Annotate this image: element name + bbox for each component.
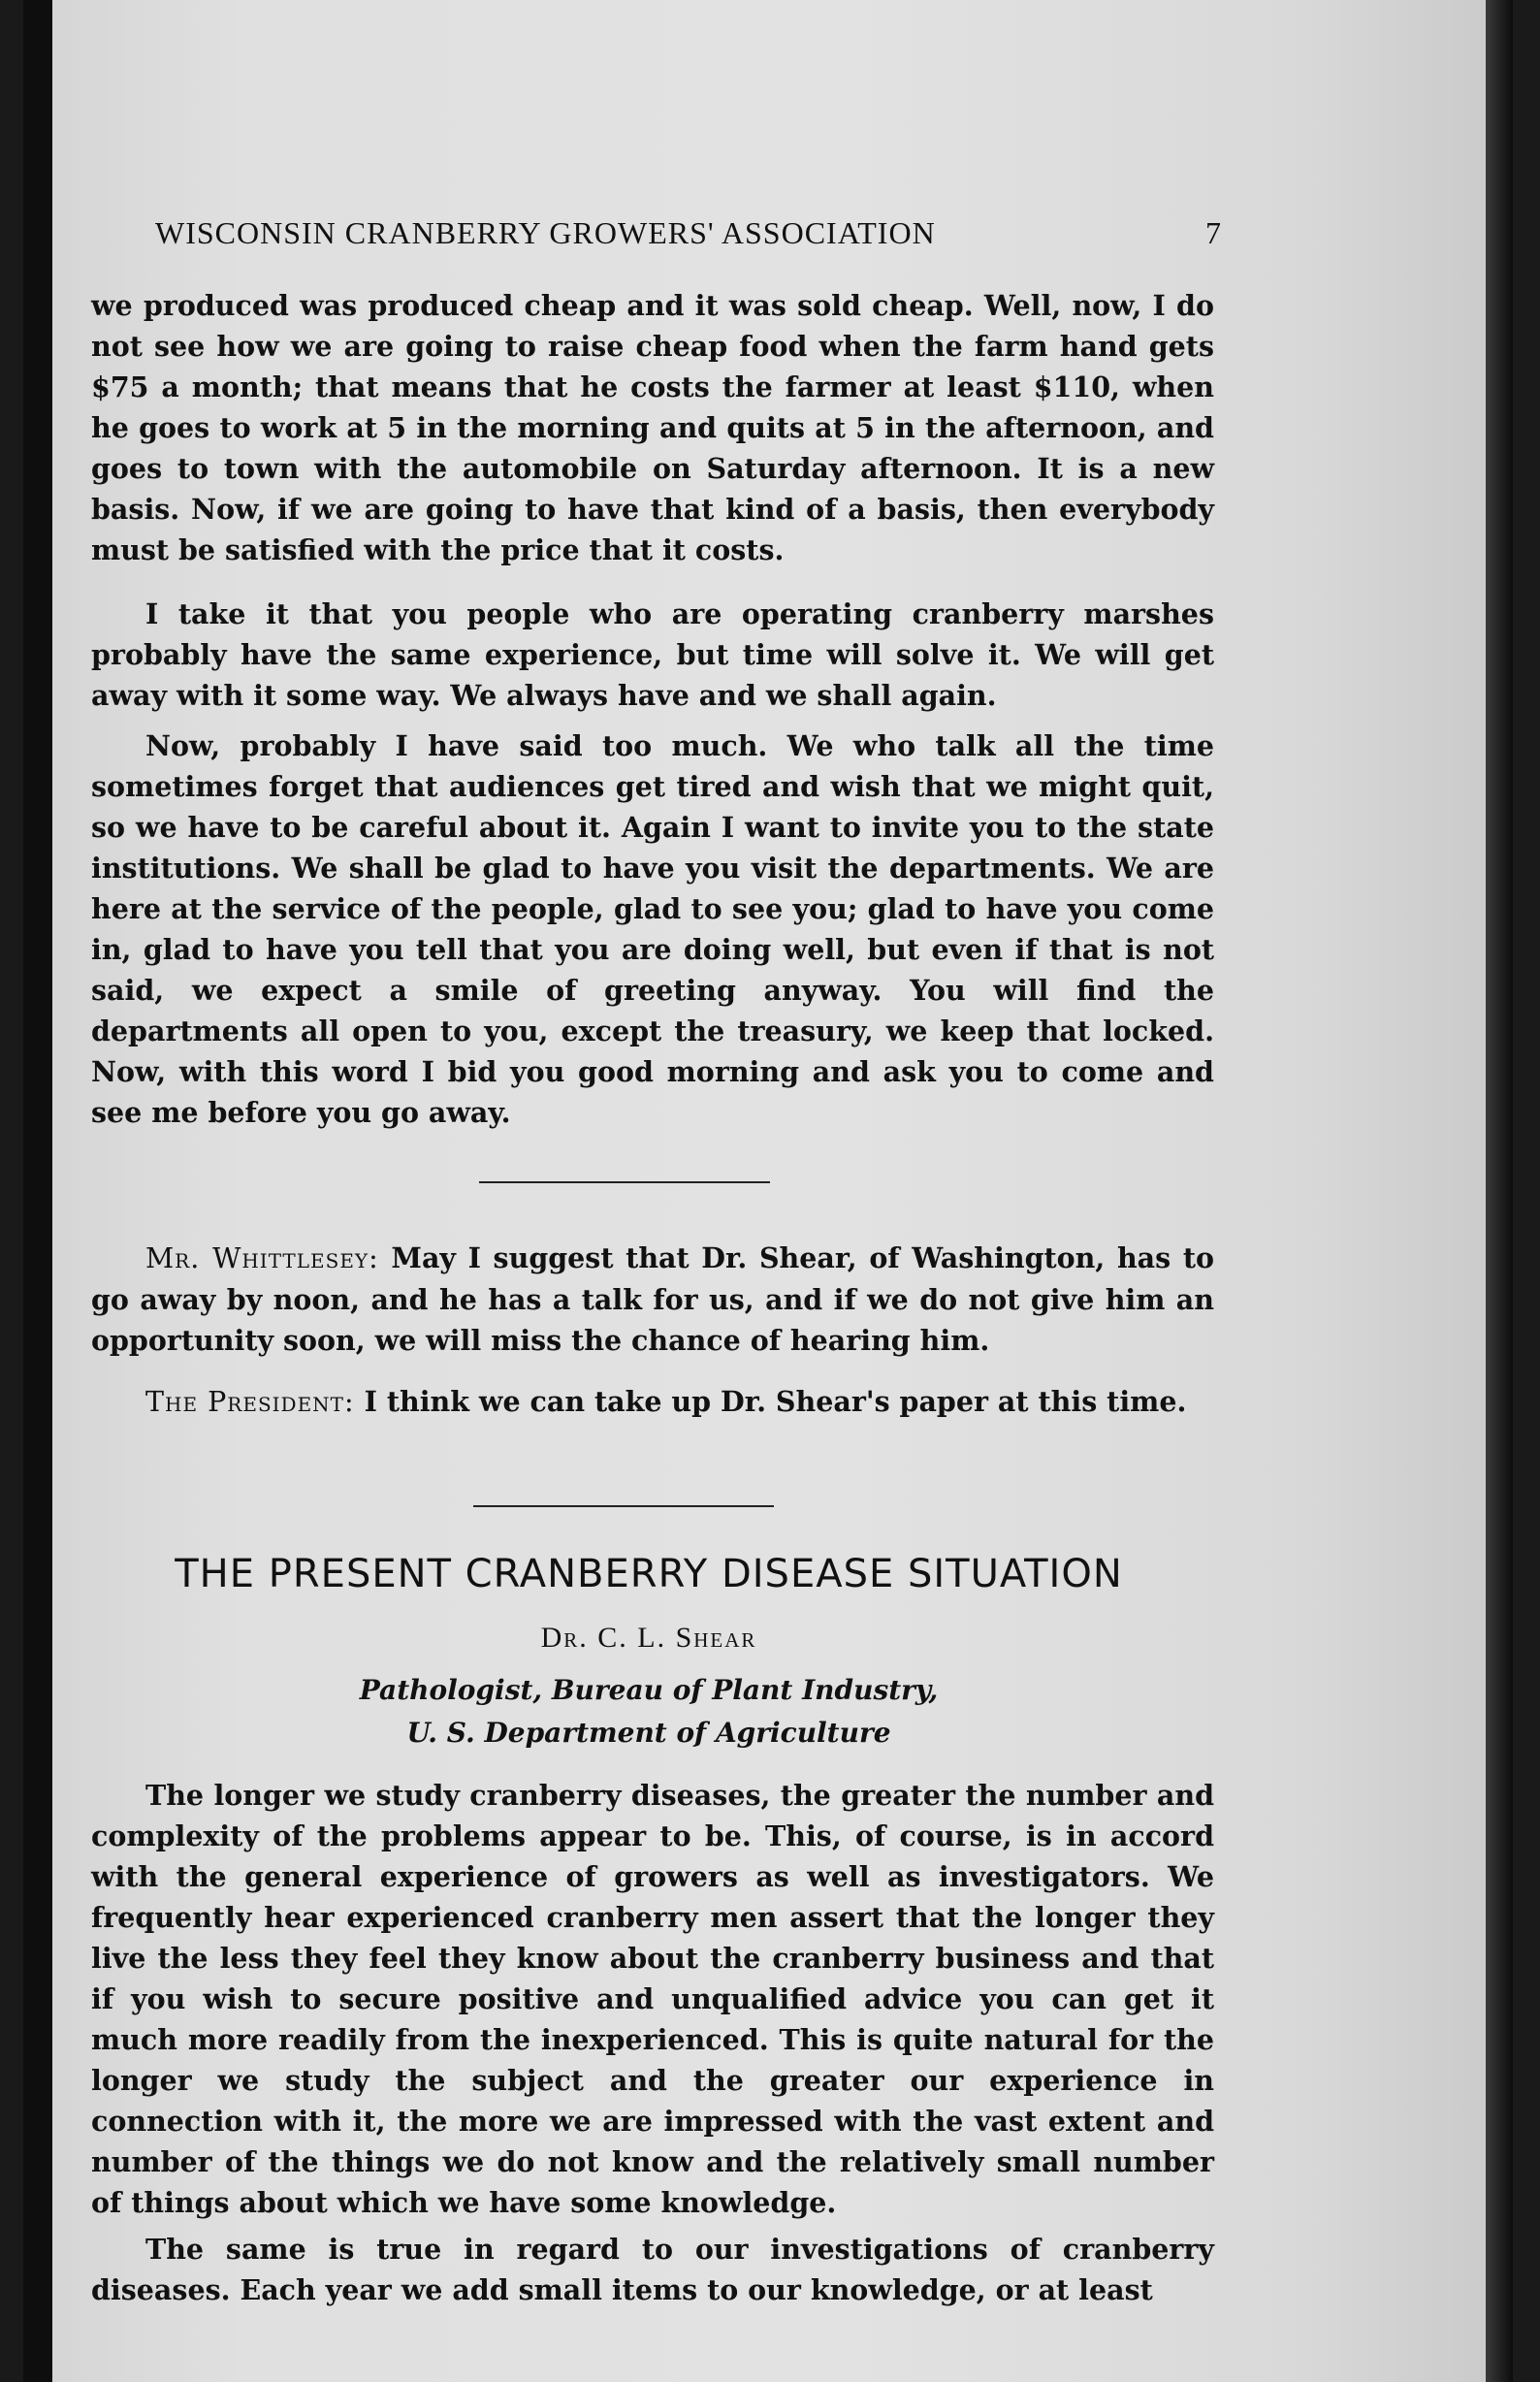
speaker-president: The President: [145,1386,355,1418]
page-number: 7 [1205,215,1222,250]
whittlesey-remark: May I suggest that Dr. Shear, of Washington, has to go away by noon, and he has a talk for us, and if we do not give him an opportunity soon, we will miss the chance of hearing him. [91,1241,1214,1357]
speaker-whittlesey: Mr. Whittlesey: [145,1242,379,1274]
article-author: Dr. C. L. Shear [540,1622,757,1654]
author-affiliation-1: Pathologist, Bureau of Plant Industry, [359,1674,939,1706]
section-divider-1 [479,1181,770,1183]
president-remark: I think we can take up Dr. Shear's paper at this time. [364,1385,1187,1418]
author-affiliation-2: U. S. Department of Agriculture [406,1717,891,1749]
page-left-shadow [23,0,52,2382]
paragraph-closing-remarks: Now, probably I have said too much. We who talk all the time sometimes forget that audiences get tired and wish that we might quit, so we have to be careful about it. Again I want to invite you to the state institutions. We shall be glad to have you visit the departments. We are here at the service of the people, glad to see you; glad to have you come in, glad to have you tell that you are doing well, but even if that is not said, we expect a smile of greeting anyway. You will find the departments all open to you, except the treasury, we keep that locked. Now, with this word I bid you good morning and ask you to come and see me before you go away. [91,729,1214,1129]
page-right-shadow [1486,0,1513,2382]
dialogue-president [91,1381,1214,1423]
paragraph-continuation: we produced was produced cheap and it was sold cheap. Well, now, I do not see how we are going to raise cheap food when the farm hand gets $75 a month; that means that he costs the farmer at least $110, when he goes to work at 5 in the morning and quits at 5 in the afternoon, and goes to town with the automobile on Saturday afternoon. It is a new basis. Now, if we are going to have that kind of a basis, then everybody must be satisfied with the price that it costs. [91,289,1214,566]
article-paragraph-1: The longer we study cranberry diseases, the greater the number and complexity of the problems appear to be. This, of course, is in accord with the general experience of growers as well as investigators. We frequently hear experienced cranberry men assert that the longer they live the less they feel they know about the cranberry business and that if you wish to secure positive and unqualified advice you can get it much more readily from the inexperienced. This is quite natural for the longer we study the subject and the greater our experience in connection with it, the more we are impressed with the vast extent and number of the things we do not know and the relatively small number of things about which we have some knowledge. [91,1779,1214,2219]
article-title: THE PRESENT CRANBERRY DISEASE SITUATION [175,1552,1123,1596]
article-paragraph-2: The same is true in regard to our investigations of cranberry diseases. Each year we add small items to our knowledge, or at least [91,2233,1214,2306]
dialogue-whittlesey [91,1238,1214,1361]
running-title: WISCONSIN CRANBERRY GROWERS' ASSOCIATION [155,215,936,250]
section-divider-2 [473,1505,774,1507]
running-header [155,215,1222,251]
paragraph-marshes: I take it that you people who are operating cranberry marshes probably have the same experience, but time will solve it. We will get away with it some way. We always have and we shall again. [91,597,1214,712]
book-page [23,0,1513,2382]
